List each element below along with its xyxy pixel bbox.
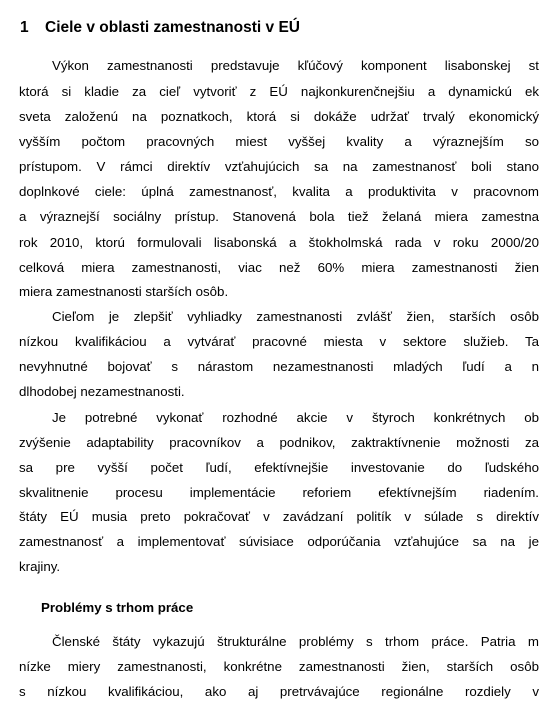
- text-line: rok 2010, ktorú formulovali lisabonská a štokholmská rada v roku 2000/20: [19, 235, 539, 250]
- text-line: doplnkové ciele: úplná zamestnanosť, kvalita a produktivita v pracovnom: [19, 184, 539, 199]
- text-line: krajiny.: [19, 559, 61, 574]
- text-line: nevyhnutné bojovať s nárastom nezamestnanosti mladých ľudí a n: [19, 359, 539, 374]
- section-heading: [20, 19, 300, 37]
- text-line: ktorá si kladie za cieľ vytvoriť z EÚ najkonkurenčnejšiu a dynamickú ek: [19, 84, 539, 99]
- text-line: nízke miery zamestnanosti, konkrétne zamestnanosti žien, starších osôb: [19, 659, 539, 674]
- section-title: Ciele v oblasti zamestnanosti v EÚ: [45, 19, 300, 36]
- text-line: s nízkou kvalifikáciou, ako aj pretrvávajúce regionálne rozdiely v: [19, 684, 539, 699]
- text-line: Členské štáty vykazujú štrukturálne problémy s trhom práce. Patria m: [52, 634, 539, 649]
- text-line: sa pre vyšší počet ľudí, efektívnejšie investovanie do ľudského: [19, 460, 539, 475]
- text-line: Je potrebné vykonať rozhodné akcie v štyroch konkrétnych ob: [52, 410, 539, 425]
- text-line: štáty EÚ musia preto pokračovať v zavádzaní politík v súlade s direktív: [19, 509, 539, 524]
- text-line: miera zamestnanosti starších osôb.: [19, 284, 229, 299]
- section-number: 1: [20, 19, 29, 36]
- text-line: vyšším počtom pracovných miest vyššej kvality a výraznejším so: [19, 134, 539, 149]
- text-line: a výraznejší sociálny prístup. Stanovená bola tiež želaná miera zamestna: [19, 209, 539, 224]
- text-line: nízkou kvalifikáciou a vytvárať pracovné miesta v sektore služieb. Ta: [19, 334, 539, 349]
- text-line: dlhodobej nezamestnanosti.: [19, 384, 185, 399]
- text-line: zamestnanosť a implementovať súvisiace odporúčania vzťahujúce sa na je: [19, 534, 539, 549]
- text-line: zvýšenie adaptability pracovníkov a podnikov, zaktraktívnenie možnosti za: [19, 435, 539, 450]
- text-line: Výkon zamestnanosti predstavuje kľúčový komponent lisabonskej st: [52, 58, 539, 73]
- text-line: sveta založenú na poznatkoch, ktorá si dokáže udržať trvalý ekonomický: [19, 109, 539, 124]
- text-line: Cieľom je zlepšiť vyhliadky zamestnanosti zvlášť žien, starších osôb: [52, 309, 539, 324]
- text-line: celková miera zamestnanosti, viac než 60% miera zamestnanosti žien: [19, 260, 539, 275]
- text-line: skvalitnenie procesu implementácie reforiem efektívnejším riadením.: [19, 485, 539, 500]
- subsection-heading: Problémy s trhom práce: [41, 600, 194, 615]
- text-line: prístupom. V rámci direktív vzťahujúcich sa na zamestnanosť boli stano: [19, 159, 539, 174]
